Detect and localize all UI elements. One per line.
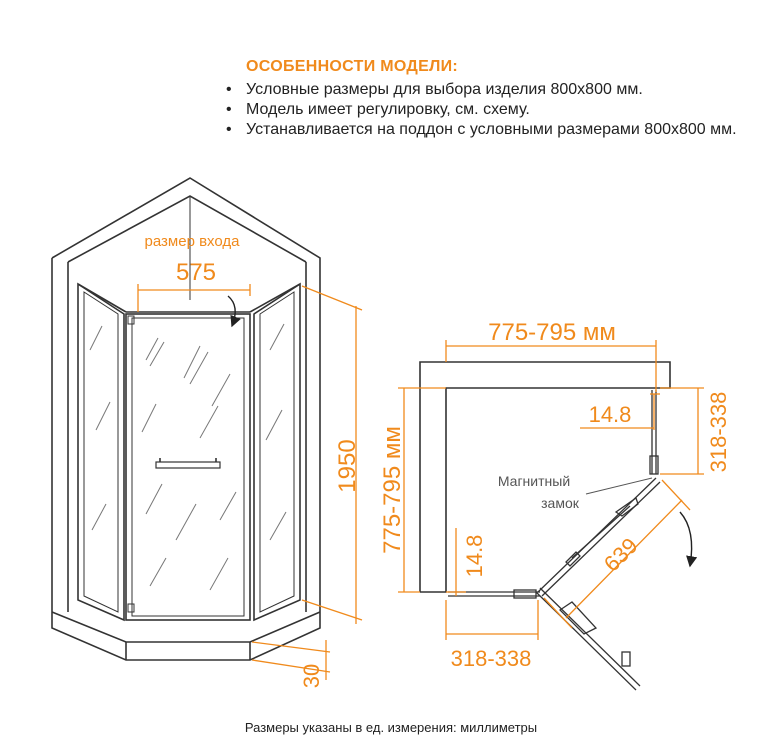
magnet-label-line2: замок <box>541 495 579 511</box>
tray-height-value: 30 <box>299 663 324 689</box>
magnet-label-line1: Магнитный <box>497 473 571 489</box>
profile-top-value: 14.8 <box>588 402 632 427</box>
side-panel-bottom-value: 318-338 <box>450 646 532 671</box>
door-width-value: 639 <box>598 532 643 577</box>
feature-item-tray: • Устанавливается на поддон с условными размерами 800х800 мм. <box>222 120 762 140</box>
front-view-cabin <box>52 178 320 660</box>
side-panel-right-value: 318-338 <box>706 391 731 473</box>
feature-item-adjustment: • Модель имеет регулировку, см. схему. <box>222 100 762 120</box>
plan-dims <box>379 319 731 671</box>
features-title: ОСОБЕННОСТИ МОДЕЛИ: <box>246 58 459 75</box>
plan-swing-arrow <box>680 512 692 566</box>
entrance-width-value: 575 <box>175 259 217 286</box>
plan-width-value: 775-795 мм <box>488 319 616 346</box>
feature-item-size: • Условные размеры для выбора изделия 800х800 мм. <box>222 80 762 100</box>
height-value: 1950 <box>334 439 361 493</box>
glass-reflections <box>90 324 286 590</box>
units-footer: Размеры указаны в ед. измерения: миллиметры <box>244 720 538 735</box>
profile-left-value: 14.8 <box>462 534 487 578</box>
entrance-label: размер входа <box>144 233 240 250</box>
plan-depth-value: 775-795 мм <box>379 426 406 554</box>
door-swing-arrow <box>228 296 235 326</box>
